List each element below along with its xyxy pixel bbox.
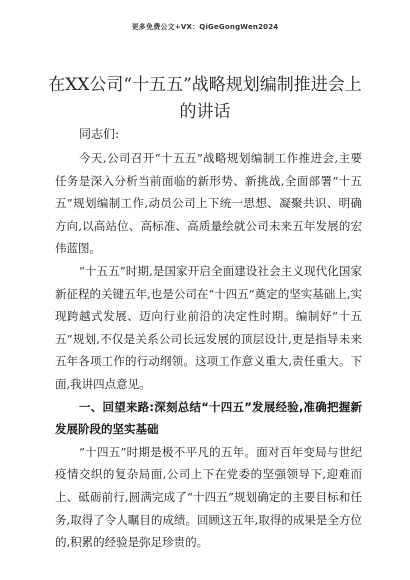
header-note: 更多免费公文+VX：QiGeGongWen2024 xyxy=(131,23,279,31)
paragraph-review: “十四五”时期是极不平凡的五年。面对百年变局与世纪疫情交织的复杂局面,公司上下在党委的坚强领导下,迎难而上、砥砺前行,圆满完成了“十四五”规划确定的主要目标和任务,取得了令人瞩目的成绩。回顾这五年,取得的成果是全方位的,积累的经验是弥足珍贵的。 xyxy=(55,444,362,550)
greeting: 同志们: xyxy=(79,127,120,141)
paragraph-intro: 今天,公司召开“十五五”战略规划编制工作推进会,主要任务是深入分析当前面临的新形势、新挑战,全面部署“十五五”规划编制工作,动员公司上下统一思想、凝聚共识、明确方向,以高站位、高标准、高质量绘就公司未来五年发展的宏伟蓝图。 xyxy=(55,151,362,256)
document-body xyxy=(55,147,362,554)
section-heading-1: 一、回望来路:深刻总结“十四五”发展经验,准确把握新发展阶段的坚实基础 xyxy=(55,399,362,437)
paragraph-context: “十五五”时期,是国家开启全面建设社会主义现代化国家新征程的关键五年,也是公司在“十四五”奠定的坚实基础上,实现跨越式发展、迈向行业前沿的决定性时期。编制好“十五五”规划,不仅是关系公司长远发展的顶层设计,更是指导未来五年各项工作的行动纲领。这项工作意义重大,责任重大。下面,我讲四点意见。 xyxy=(55,263,362,391)
document-title: 在XX公司“十五五”战略规划编制推进会上的讲话 xyxy=(48,75,362,122)
